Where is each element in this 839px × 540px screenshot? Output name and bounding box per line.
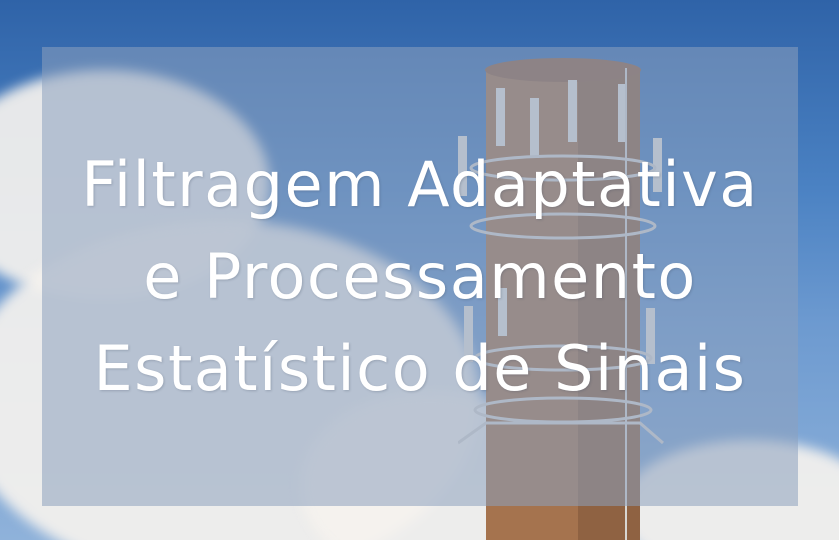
title-line-1: Filtragem Adaptativa	[81, 147, 759, 221]
title-line-3: Estatístico de Sinais	[93, 331, 747, 405]
page-title	[42, 47, 798, 506]
title-line-2: e Processamento	[143, 239, 697, 313]
